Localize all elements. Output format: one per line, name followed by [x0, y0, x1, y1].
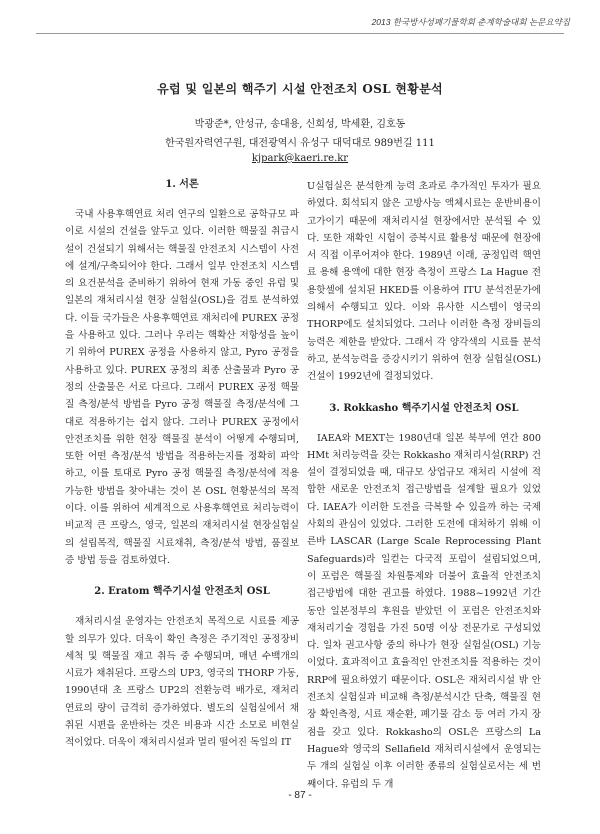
affiliation: 한국원자력연구원, 대전광역시 유성구 대덕대로 989번길 111	[165, 138, 435, 149]
rokkasho-paragraph: IAEA와 MEXT는 1980년대 일본 북부에 연간 800 HMt 처리능력을 갖는 Rokkasho 재처리시설(RRP) 건설이 결정되었을 때, 대규모 상업규모 재처리 시설에 적합한 새로운 안전조치 접근방법을 설계할 필요가 있었다. IAEA가 이러한 도전을 극복할 수 있을까 하는 국제사회의 관심이 있었다. 그러한 도전에 대처하기 위해 이른바 LASCAR (Large Scale Reprocessing Plant Safeguards)라 일컫는 다국적 포럼이 설립되었으며, 이 포럼은 핵물질 차원통제와 더불어 효율적 안전조치 접근방법에 대한 권고를 하였다. 1988~1992년 기간 동안 일본정부의 후원을 받았던 이 포럼은 안전조치와 재처리기술 경험을 가진 50명 이상 전문가로 구성되었다. 일차 권고사항 중의 하나가 현장 실험실(OSL) 기능이었다. 효과적이고 효율적인 안전조치를 적용하는 것이 RRP에 필요하였기 때문이다. OSL은 재처리시설 밖 안전조치 실험실과 비교해 측정/분석시간 단축, 핵물질 현장 확인측정, 시료 재순환, 폐기물 감소 등 여러 가지 장점을 갖고 있다. Rokkasho의 OSL은 프랑스의 La Hague와 영국의 Sellafield 재처리시설에서 운영되는 두 개의 실험실 이후 이러한 종류의 실험실로서는 세 번째이다. 유럽의 두 개	[307, 432, 541, 790]
right-column	[307, 178, 541, 790]
intro-paragraph: 국내 사용후핵연료 처리 연구의 일환으로 공학규모 파이로 시설의 건설을 앞두고 있다. 이러한 핵물질 취급시설이 건설되기 위해서는 핵물질 안전조치 시스템이 사전에 설계/구축되어야 한다. 그래서 일부 안전조치 시스템의 요건분석을 준비하기 위하여 현재 가동 중인 유럽 및 일본의 재처리시설 현장 실험실(OSL)을 검토 분석하였다. 이들 국가들은 사용후핵연료 재처리에 PUREX 공정을 사용하고 있다. 그러나 우리는 핵확산 저항성을 높이기 위하여 PUREX 공정을 사용하지 않고, Pyro 공정을 사용하고 있다. PUREX 공정의 최종 산출물과 Pyro 공정의 산출물은 서로 다르다. 그래서 PUREX 공정 핵물질 측정/분석 방법을 Pyro 공정 핵물질 측정/분석에 그대로 적용하기는 쉽지 않다. 그러나 PUREX 공정에서 안전조치를 위한 현장 핵물질 분석이 어떻게 수행되며, 또한 어떤 측정/분석 방법을 적용하는지를 정확히 파악하고, 이를 토대로 Pyro 공정 핵물질 측정/분석에 적용 가능한 방법을 찾아내는 것이 본 OSL 현황분석의 목적이다. 이를 위하여 세계적으로 사용후핵연료 처리능력이 비교적 큰 프랑스, 영국, 일본의 재처리시설 현장실험실의 설립목적, 핵물질 시료채취, 측정/분석 방법, 품질보증 방법 등을 검토하였다.	[65, 209, 299, 566]
left-column	[65, 178, 299, 752]
title-block	[40, 80, 560, 164]
proceedings-header: 2013 한국방사성폐기물학회 춘계학술대회 논문요약집	[371, 17, 570, 27]
contact-email-link[interactable]: kjpark@kaeri.re.kr	[251, 153, 349, 164]
section-spacer	[307, 386, 541, 402]
section-heading-eratom: 2. Eratom 핵주기시설 안전조치 OSL	[94, 586, 270, 598]
eratom-paragraph-continued: U실험실은 분석한계 능력 초과로 추가적인 투자가 필요하였다. 회석되지 않은 고방사능 액체시료는 운반비용이 고가이기 때문에 재처리시설 현장에서만 분석될 수 있다. 또한 재확인 시험이 증복시료 활용성 때문에 현장에서 직접 이루어져야 한다. 1989년 이래, 공정입력 핵연료 용해 용액에 대한 현장 측정이 프랑스 La Hague 전용핫셀에 설치된 HKED를 이용하여 ITU 분석전문가에 의해서 수행되고 있다. 이와 유사한 시스템이 영국의 THORP에도 설치되었다. 그러나 이러한 측정 장비들의 능력은 제한을 받았다. 그래서 각 양각색의 시료를 분석하고, 분석능력을 증강시키기 위하여 현장 실험실(OSL) 건설이 1992년에 결정되었다.	[307, 181, 541, 383]
section-heading-intro: 1. 서론	[165, 179, 199, 190]
header-divider	[36, 33, 564, 34]
section-spacer	[65, 569, 299, 585]
author-list: 박광준*, 안성규, 송대용, 신희성, 박세환, 김호동	[194, 119, 406, 130]
page-number: - 87 -	[288, 790, 312, 801]
eratom-paragraph: 재처리시설 운영자는 안전조치 목적으로 시료를 제공할 의무가 있다. 더욱이 확인 측정은 주기적인 공정장비 세척 및 핵물질 재고 취득 중 수행되며, 매년 수백개의 시료가 채취된다. 프랑스의 UP3, 영국의 THORP 가동, 1990년대 초 프랑스 UP2의 전환능력 배가로, 재처리 연료의 량이 급격히 증가하였다. 별도의 실험실에서 채취된 시편을 운반하는 것은 비용과 시간 소모로 비현실적이었다. 더욱이 재처리시설과 멀리 떨어진 독일의 IT	[65, 616, 299, 749]
paper-title: 유럽 및 일본의 핵주기 시설 안전조치 OSL 현황분석	[157, 82, 443, 96]
section-heading-rokkasho: 3. Rokkasho 핵주기시설 안전조치 OSL	[329, 402, 519, 414]
